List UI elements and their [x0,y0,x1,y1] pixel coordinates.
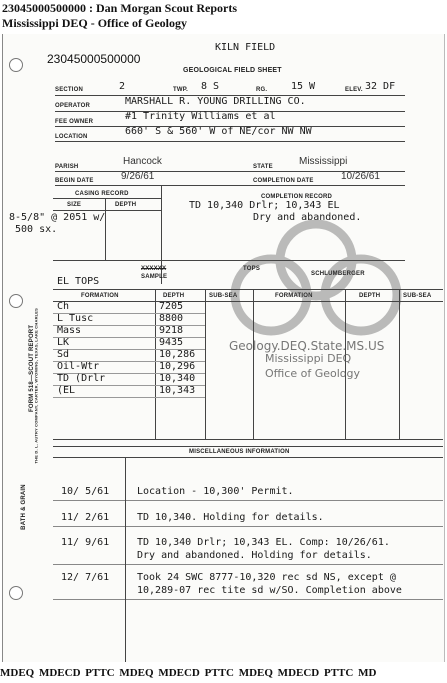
formation-header-left: FORMATION [81,293,119,299]
watermark-org: Mississippi DEQ [265,352,352,365]
misc-info-label: MISCELLANEOUS INFORMATION [189,449,290,455]
location-label: LOCATION [55,134,88,140]
deq-logo-watermark [221,220,411,340]
tops-depth-cell: 10,296 [159,361,196,372]
twp-label: TWP. [173,87,189,93]
casing-size-header: SIZE [67,202,82,208]
punch-hole-middle [9,294,23,308]
misc-text-line-1: TD 10,340 Drlr; 10,343 EL. Comp: 10/26/61. [137,537,390,548]
misc-text-line-2: 10,289-07 rec tite sd w/SO. Completion above [137,585,402,596]
scout-card [2,34,445,662]
tops-depth-cell: 10,340 [159,373,196,384]
tops-formation-cell: Oil-Wtr [57,361,100,372]
tops-depth-cell: 8800 [159,313,184,324]
misc-text-line-1: Location - 10,300' Permit. [137,486,294,497]
tops-depth-cell: 7205 [159,301,184,312]
completion-record-label: COMPLETION RECORD [261,194,333,200]
el-tops-title: EL TOPS [57,276,100,287]
parish-label: PARISH [55,164,79,170]
subsea-header-right: SUB-SEA [403,293,432,299]
watermark-office: Office of Geology [265,367,361,380]
form-number-side: FORM 518—SCOUT REPORT [29,324,35,412]
completion-date-label: COMPLETION DATE [253,178,314,184]
section-value: 2 [119,81,126,92]
state-label: STATE [253,164,273,170]
section-label: SECTION [55,87,84,93]
tops-formation-cell: TD (Drlr [57,373,106,384]
fee-owner-value: #1 Trinity Williams et al [125,111,276,122]
elev-label: ELEV. [345,87,363,93]
tops-depth-cell: 9218 [159,325,184,336]
tops-label: TOPS [243,266,261,272]
operator-label: OPERATOR [55,103,91,109]
tops-formation-cell: LK [57,337,70,348]
schlumberger-label: SCHLUMBERGER [311,271,365,277]
sheet-title: GEOLOGICAL FIELD SHEET [183,67,282,74]
twp-value: 8 S [201,81,220,92]
begin-date-label: BEGIN DATE [55,178,94,184]
casing-line-2: 500 sx. [15,224,58,235]
elev-value: 32 DF [365,81,396,92]
completion-date-value: 10/26/61 [341,171,380,182]
location-value: 660' S & 560' W of NE/cor NW NW [125,126,312,137]
tops-formation-cell: (EL [57,385,76,396]
tops-formation-cell: L Tusc [57,313,94,324]
tops-depth-cell: 10,286 [159,349,196,360]
misc-text-line-2: Dry and abandoned. Holding for details. [137,550,372,561]
sample-subhead: SAMPLE [141,274,168,280]
begin-date-value: 9/26/61 [121,171,155,182]
state-value: Mississippi [299,156,348,167]
casing-depth-header: DEPTH [115,202,137,208]
completion-line-2: Dry and abandoned. [253,212,362,223]
tops-depth-cell: 9435 [159,337,184,348]
tops-formation-cell: Sd [57,349,70,360]
formation-header-right: FORMATION [275,293,313,299]
rg-value: 15 W [291,81,316,92]
watermark-url: Geology.DEQ.State.MS.US [229,339,385,353]
casing-line-1: 8-5/8" @ 2051 w/ [9,212,106,223]
misc-text-line-1: Took 24 SWC 8777-10,320 rec sd NS, except @ [137,572,396,583]
operator-value: MARSHALL R. YOUNG DRILLING CO. [125,96,306,107]
tops-depth-cell: 10,343 [159,385,196,396]
misc-date: 11/ 2/61 [61,512,110,523]
report-subtitle: Mississippi DEQ - Office of Geology [2,16,187,30]
completion-line-1: TD 10,340 Drlr; 10,343 EL [189,200,340,211]
punch-hole-bottom [9,586,23,600]
depth-header-left: DEPTH [163,293,185,299]
tops-formation-cell: Mass [57,325,82,336]
misc-date: 12/ 7/61 [61,572,110,583]
field-name: KILN FIELD [215,42,276,53]
subsea-header-left: SUB-SEA [209,293,238,299]
footer-agency-strip: MDEQ MDECD PTTC MDEQ MDECD PTTC MDEQ MDECD PTTC MD [0,667,377,679]
fee-owner-label: FEE OWNER [55,119,94,125]
tops-formation-cell: Ch [57,301,70,312]
parish-value: Hancock [123,156,162,167]
casing-record-label: CASING RECORD [75,191,129,197]
punch-hole-top [9,58,23,72]
sample-label: XXXXXX [141,266,167,272]
misc-date: 11/ 9/61 [61,537,110,548]
misc-text-line-1: TD 10,340. Holding for details. [137,512,324,523]
form-brand-side: BATH & GRAIN [20,484,27,530]
rg-label: RG. [256,87,268,93]
form-printer-side: THE D. L. AUTRY COMPANY, CARTER, WYOMING, TEXAS, LAKE CHARLES [33,307,39,464]
report-title: 23045000500000 : Dan Morgan Scout Reports [2,1,237,15]
misc-date: 10/ 5/61 [61,486,110,497]
depth-header-right: DEPTH [359,293,381,299]
api-number: 23045000500000 [47,52,141,66]
